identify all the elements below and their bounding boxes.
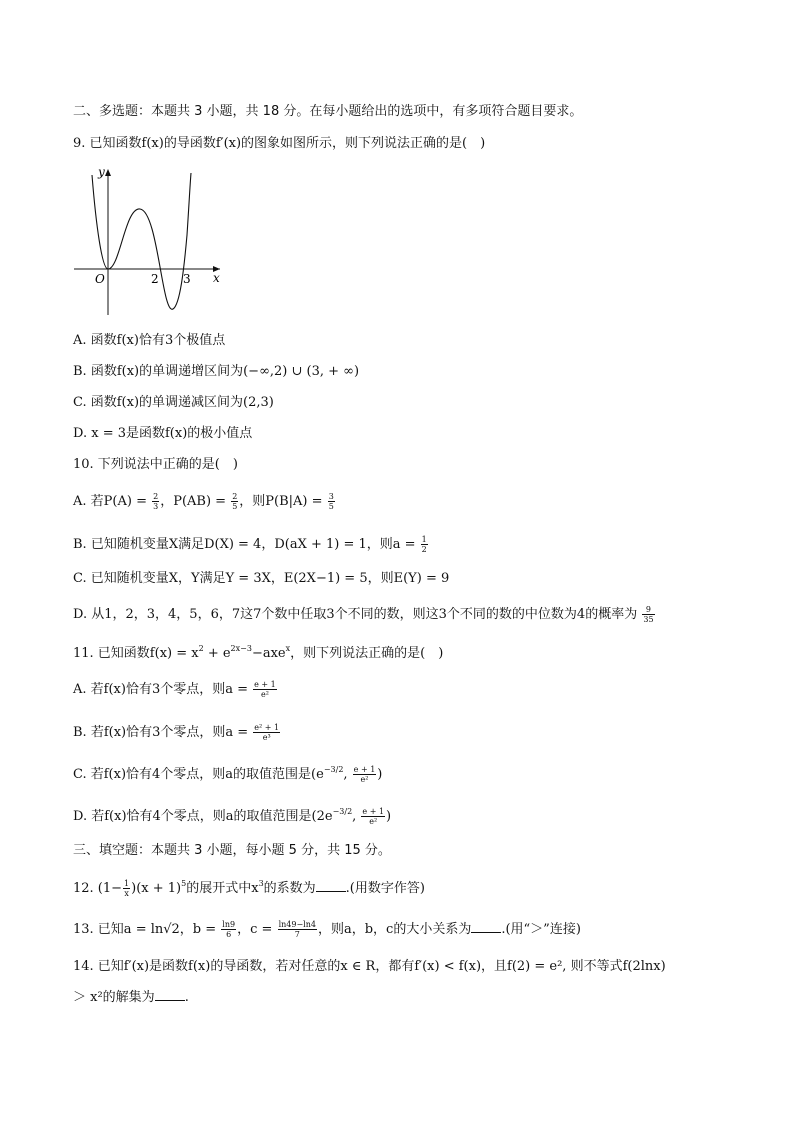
derivative-graph (70, 165, 230, 320)
fraction: $\frac{1}{2}$ (421, 535, 427, 554)
q10-option-c: C. 已知随机变量X，Y满足Y = 3X，E(2X−1) = 5，则E(Y) = 9 (73, 571, 450, 586)
q9-option-c: C. 函数f(x)的单调递减区间为(2,3) (73, 395, 274, 410)
q11-option-a: A. 若f(x)恰有3个零点，则a = $\frac{e + 1}{\text{e²}}$ (73, 680, 276, 699)
q12: 12. (1− $\frac{1}{x}$ )$(x + 1)^5$的展开式中$x^3$的系数为 .(用数字作答) (73, 879, 425, 898)
q9-option-b: B. 函数f(x)的单调递增区间为(−∞,2) ∪ (3, + ∞) (73, 364, 360, 379)
section-2-title: 二、多选题：本题共 3 小题，共 18 分。在每小题给出的选项中，有多项符合题目要求。 (73, 104, 583, 119)
q10-option-a: A. 若P(A) = $\frac{2}{3}$ ，P(AB) = $\frac{2}{5}$ ，则P(B|A) = $\frac{3}{5}$ (73, 492, 334, 511)
derivative-curve (92, 173, 191, 309)
fraction: $\frac{e + 1}{\text{e²}}$ (353, 765, 376, 784)
q14-line-2: ＞ x²的解集为 . (73, 990, 189, 1005)
q14-line-1: 14. 已知f′(x)是函数f(x)的导函数，若对任意的x ∈ R，都有f′(x) < f(x)，且f(2) = e², 则不等式f(2lnx) (73, 959, 666, 974)
q11-option-c: C. 若f(x)恰有4个零点，则a的取值范围是($e^{-3/2}$, $\frac{e + 1}{\text{e²}}$ ) (73, 765, 383, 784)
q9-option-a: A. 函数f(x)恰有3个极值点 (73, 333, 226, 348)
fraction: $\frac{\ln 49-\ln 4}{7}$ (278, 920, 316, 939)
x-label: x (213, 271, 220, 285)
q9-option-d: D. x = 3是函数f(x)的极小值点 (73, 426, 253, 441)
answer-blank[interactable] (471, 920, 501, 933)
y-label: y (98, 165, 105, 179)
fraction: $\frac{\text{e² + 1}}{\text{e³}}$ (254, 723, 280, 742)
fraction: $\frac{3}{5}$ (328, 492, 334, 511)
answer-blank[interactable] (316, 879, 346, 892)
q9-stem: 9. 已知函数f(x)的导函数f′(x)的图象如图所示，则下列说法正确的是( ) (73, 136, 486, 151)
fraction: $\frac{2}{5}$ (232, 492, 238, 511)
q10-option-b: B. 已知随机变量X满足D(X) = 4，D(aX + 1) = 1，则a = $\frac{1}{2}$ (73, 535, 427, 554)
origin-label: O (95, 272, 105, 286)
fraction: $\frac{\ln 9}{6}$ (222, 920, 236, 939)
fraction: $\frac{e + 1}{\text{e²}}$ (254, 680, 276, 699)
q10-option-d: D. 从1，2，3，4，5，6，7这7个数中任取3个不同的数，则这3个不同的数的中位数为4的概率为 $\frac{9}{35}$ (73, 605, 654, 624)
fraction: $\frac{e + 1}{\text{e²}}$ (362, 807, 385, 826)
section-3-title: 三、填空题：本题共 3 小题，每小题 5 分，共 15 分。 (73, 843, 391, 858)
q11-option-d: D. 若f(x)恰有4个零点，则a的取值范围是($2e^{-3/2}$, $\frac{e + 1}{\text{e²}}$ ) (73, 807, 392, 826)
y-axis-arrow (105, 169, 111, 176)
fraction: $\frac{9}{35}$ (643, 605, 654, 624)
q10-stem: 10. 下列说法中正确的是( ) (73, 457, 238, 472)
tick-label-3: 3 (183, 272, 191, 286)
q11-option-b: B. 若f(x)恰有3个零点，则a = $\frac{\text{e² + 1}}{\text{e³}}$ (73, 723, 280, 742)
answer-blank[interactable] (155, 988, 185, 1001)
q13: 13. 已知a = ln√2，b = $\frac{\ln 9}{6}$ ，c = $\frac{\ln 49-\ln 4}{7}$ ，则a，b，c的大小关系为 .(用“＞”连接) (73, 920, 581, 939)
fraction: $\frac{2}{3}$ (153, 492, 159, 511)
q11-stem: 11. 已知函数$f(x) = x^2 + e^{2x-3}-axe^x$，则下列说法正确的是( ) (73, 644, 444, 661)
tick-label-2: 2 (151, 272, 159, 286)
fraction: $\frac{1}{x}$ (124, 879, 130, 898)
